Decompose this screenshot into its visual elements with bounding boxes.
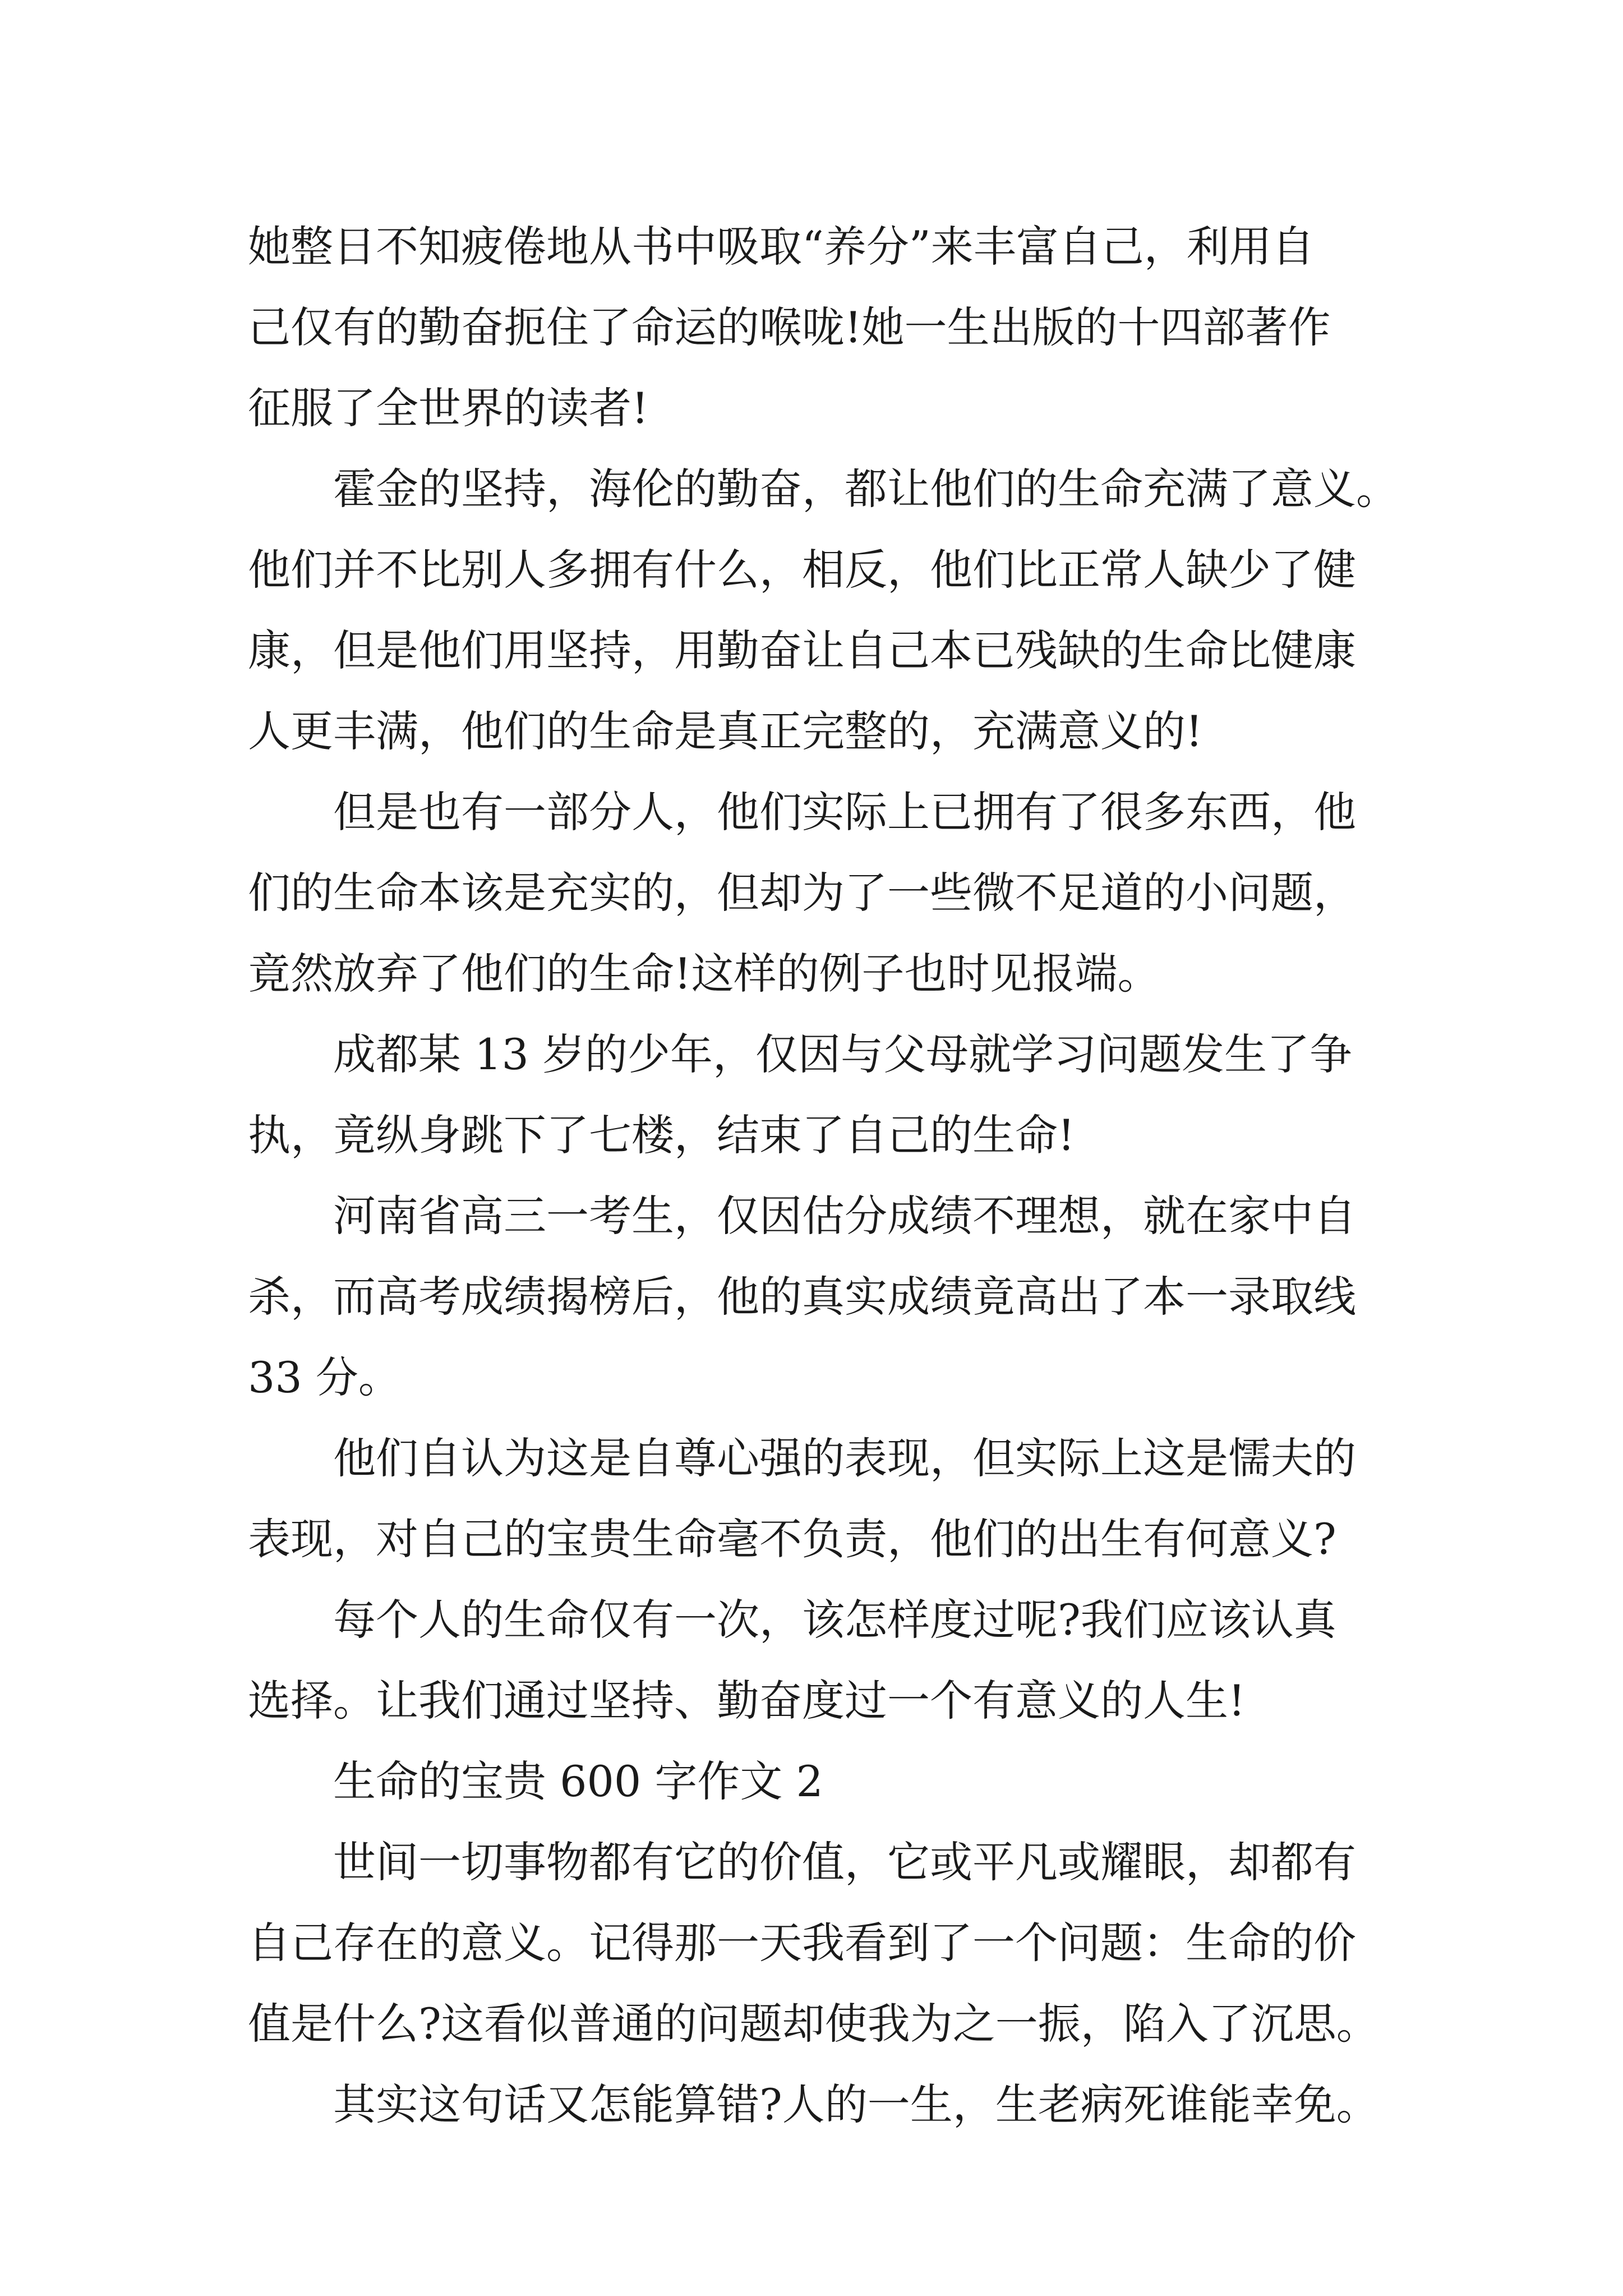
paragraph-first-line: 成都某 13 岁的少年，仅因与父母就学习问题发生了争 [333,1029,1353,1079]
text-line: 自己存在的意义。记得那一天我看到了一个问题：生命的价 [248,1918,1356,1968]
text-line: 们的生命本该是充实的，但却为了一些微不足道的小问题， [248,868,1356,918]
text-line: 表现，对自己的宝贵生命毫不负责，他们的出生有何意义? [248,1514,1336,1564]
text-line: 33 分。 [248,1352,401,1402]
text-line: 值是什么?这看似普通的问题却使我为之一振，陷入了沉思。 [248,1999,1379,2049]
paragraph-first-line: 世间一切事物都有它的价值，它或平凡或耀眼，却都有 [333,1837,1356,1887]
paragraph-first-line: 霍金的坚持，海伦的勤奋，都让他们的生命充满了意义。 [333,464,1399,514]
text-line: 杀，而高考成绩揭榜后，他的真实成绩竟高出了本一录取线 [248,1272,1356,1322]
text-line: 她整日不知疲倦地从书中吸取“养分”来丰富自己，利用自 [248,222,1315,272]
section-heading: 生命的宝贵 600 字作文 2 [333,1756,823,1806]
text-line: 人更丰满，他们的生命是真正完整的，充满意义的! [248,706,1203,756]
text-line: 竟然放弃了他们的生命!这样的例子也时见报端。 [248,949,1160,999]
paragraph-first-line: 他们自认为这是自尊心强的表现，但实际上这是懦夫的 [333,1433,1356,1483]
essay-body [248,206,1399,2145]
paragraph-first-line: 河南省高三一考生，仅因估分成绩不理想，就在家中自 [333,1191,1356,1241]
text-line: 己仅有的勤奋扼住了命运的喉咙!她一生出版的十四部著作 [248,302,1331,352]
text-line: 执，竟纵身跳下了七楼，结束了自己的生命! [248,1110,1075,1160]
text-line: 选择。让我们通过坚持、勤奋度过一个有意义的人生! [248,1676,1246,1726]
text-line: 征服了全世界的读者! [248,383,649,433]
text-line: 康，但是他们用坚持，用勤奋让自己本已残缺的生命比健康 [248,625,1356,675]
paragraph-first-line: 其实这句话又怎能算错?人的一生，生老病死谁能幸免。 [333,2079,1379,2129]
paragraph-first-line: 每个人的生命仅有一次，该怎样度过呢?我们应该认真 [333,1595,1336,1645]
paragraph-first-line: 但是也有一部分人，他们实际上已拥有了很多东西，他 [333,787,1356,837]
text-line: 他们并不比别人多拥有什么，相反，他们比正常人缺少了健 [248,545,1356,595]
